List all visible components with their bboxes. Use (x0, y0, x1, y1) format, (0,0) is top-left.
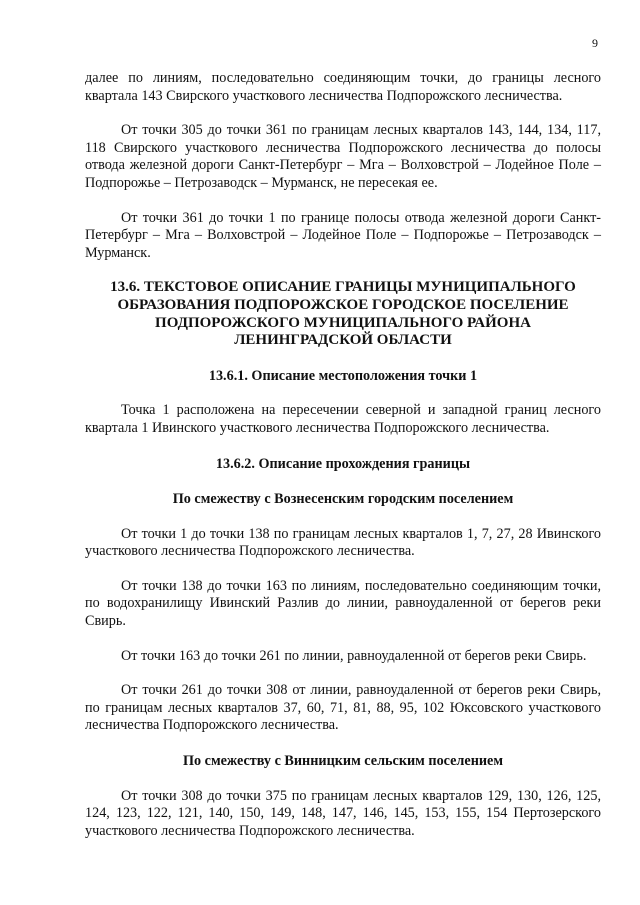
section-heading: 13.6. ТЕКСТОВОЕ ОПИСАНИЕ ГРАНИЦЫ МУНИЦИПАЛЬНОГО ОБРАЗОВАНИЯ ПОДПОРОЖСКОЕ ГОРОДСКОЕ ПОСЕЛЕНИЕ ПОДПОРОЖСКОГО МУНИЦИПАЛЬНОГО РАЙОНА ЛЕНИНГРАДСКОЙ ОБЛАСТИ (110, 279, 576, 349)
page-number: 9 (592, 36, 598, 50)
paragraph-point-1-location: Точка 1 расположена на пересечении северной и западной границ лесного квартала 1 Ивинского участкового лесничества Подпорожского лесничества. (85, 402, 601, 436)
paragraph-points-138-163: От точки 138 до точки 163 по линиям, последовательно соединяющим точки, по водохранилищу Ивинский Разлив до линии, равноудаленной от берегов реки Свирь. (85, 577, 601, 630)
paragraph-points-308-375: От точки 308 до точки 375 по границам лесных кварталов 129, 130, 126, 125, 124, 123, 122, 121, 140, 150, 149, 148, 147, 146, 145, 153, 155, 154 Пертозерского участкового лесничества Подпорожского лесничества. (85, 787, 601, 839)
paragraph-points-163-261: От точки 163 до точки 261 по линии, равноудаленной от берегов реки Свирь. (121, 647, 587, 664)
paragraph-continuation: далее по линиям, последовательно соединяющим точки, до границы лесного квартала 143 Свирского участкового лесничества Подпорожского лесничества. (85, 70, 601, 104)
subsection-heading-point-location: 13.6.1. Описание местоположения точки 1 (208, 367, 478, 384)
subsection-heading-boundary-description: 13.6.2. Описание прохождения границы (215, 455, 471, 472)
paragraph-points-1-138: От точки 1 до точки 138 по границам лесных кварталов 1, 7, 27, 28 Ивинского участкового лесничества Подпорожского лесничества. (85, 525, 601, 560)
document-body (85, 70, 601, 840)
boundary-heading-voznesenskoe: По смежеству с Вознесенским городским поселением (172, 491, 514, 508)
paragraph-points-361-1: От точки 361 до точки 1 по границе полосы отвода железной дороги Санкт-Петербург – Мга – Волховстрой – Лодейное Поле – Подпорожье – Петрозаводск – Мурманск. (85, 209, 601, 261)
paragraph-points-261-308: От точки 261 до точки 308 от линии, равноудаленной от берегов реки Свирь, по границам лесных кварталов 37, 60, 71, 81, 88, 95, 102 Юксовского участкового лесничества Подпорожского лесничества. (85, 682, 601, 734)
paragraph-points-305-361: От точки 305 до точки 361 по границам лесных кварталов 143, 144, 134, 117, 118 Свирского участкового лесничества Подпорожского лесничества до полосы отвода железной дороги Санкт-Петербург – Мга – Волховстрой – Лодейное Поле – Подпорожье – Петрозаводск – Мурманск, не пересекая ее. (85, 122, 601, 191)
boundary-heading-vinnitskoe: По смежеству с Винницким сельским поселением (182, 753, 503, 770)
